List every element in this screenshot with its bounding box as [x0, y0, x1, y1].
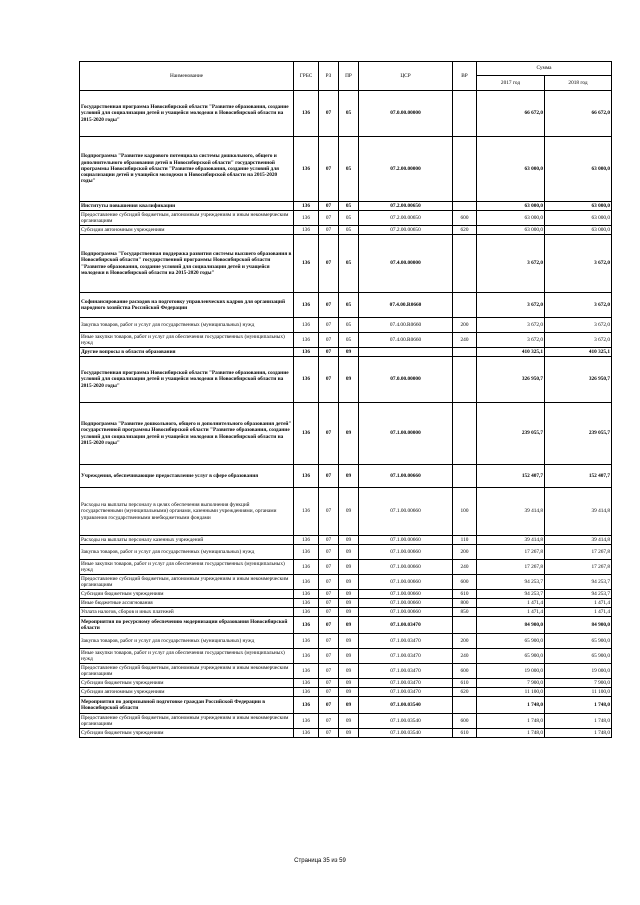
- cell-grbs: 136: [294, 729, 319, 738]
- table-row: [80, 599, 612, 608]
- table-row: [80, 202, 612, 211]
- cell-name: Подпрограмма "Развитие дошкольного, общего и дополнительного образования детей" государственной программы Новосибирской области "Развитие образования, создание условий для социализации детей и учащейся молодежи в Новосибирской области на 2015-2020 годы": [80, 403, 294, 465]
- cell-grbs: 136: [294, 599, 319, 608]
- cell-rz: 07: [319, 599, 339, 608]
- cell-csr: 07.1.00.03470: [359, 664, 453, 679]
- cell-csr: 07.1.00.00660: [359, 608, 453, 617]
- cell-csr: 07.1.00.03470: [359, 688, 453, 697]
- cell-rz: 07: [319, 714, 339, 729]
- cell-vr: 610: [453, 679, 477, 688]
- cell-sum-2018: 39 414,8: [545, 536, 612, 545]
- cell-vr: [453, 91, 477, 137]
- cell-pr: 09: [339, 649, 359, 664]
- cell-grbs: 136: [294, 137, 319, 202]
- cell-pr: 09: [339, 348, 359, 357]
- cell-name: Субсидии бюджетным учреждениям: [80, 679, 294, 688]
- col-header-grbs: ГРБС: [294, 62, 319, 91]
- cell-csr: 07.2.00.00650: [359, 226, 453, 235]
- col-header-sum: Сумма: [477, 62, 612, 76]
- cell-vr: 100: [453, 488, 477, 536]
- cell-csr: 07.0.00.00000: [359, 91, 453, 137]
- cell-rz: 07: [319, 403, 339, 465]
- cell-sum-2018: 63 000,0: [545, 226, 612, 235]
- cell-rz: 07: [319, 348, 339, 357]
- cell-pr: 09: [339, 488, 359, 536]
- cell-pr: 09: [339, 679, 359, 688]
- cell-csr: [359, 348, 453, 357]
- cell-name: Расходы на выплаты персоналу в целях обеспечения выполнения функций государственными (муниципальными) органами, казенными учреждениями, органами управления государственными внебюджетными фондами: [80, 488, 294, 536]
- cell-pr: 05: [339, 318, 359, 333]
- cell-name: Субсидии автономным учреждениям: [80, 226, 294, 235]
- budget-table: [79, 61, 612, 738]
- col-header-csr: ЦСР: [359, 62, 453, 91]
- cell-csr: 07.1.00.00660: [359, 465, 453, 488]
- cell-vr: [453, 403, 477, 465]
- table-row: [80, 235, 612, 293]
- cell-vr: [453, 348, 477, 357]
- cell-sum-2018: 19 000,0: [545, 664, 612, 679]
- cell-pr: 09: [339, 465, 359, 488]
- table-row: [80, 608, 612, 617]
- cell-vr: 620: [453, 226, 477, 235]
- cell-rz: 07: [319, 688, 339, 697]
- cell-rz: 07: [319, 488, 339, 536]
- cell-sum-2017: 65 900,0: [477, 649, 545, 664]
- table-row: [80, 560, 612, 575]
- cell-vr: [453, 465, 477, 488]
- cell-grbs: 136: [294, 293, 319, 318]
- cell-pr: 05: [339, 333, 359, 348]
- budget-table-page: [79, 61, 611, 738]
- cell-pr: 09: [339, 590, 359, 599]
- cell-sum-2018: 63 000,0: [545, 202, 612, 211]
- cell-sum-2018: 3 672,0: [545, 235, 612, 293]
- cell-pr: 09: [339, 714, 359, 729]
- cell-rz: 07: [319, 590, 339, 599]
- cell-sum-2017: 1 748,0: [477, 729, 545, 738]
- cell-name: Уплата налогов, сборов и иных платежей: [80, 608, 294, 617]
- table-row: [80, 137, 612, 202]
- cell-sum-2018: 239 055,7: [545, 403, 612, 465]
- cell-rz: 07: [319, 617, 339, 634]
- col-header-2017: 2017 год: [477, 76, 545, 91]
- cell-vr: 620: [453, 688, 477, 697]
- cell-sum-2018: 39 414,8: [545, 488, 612, 536]
- cell-csr: 07.1.00.00660: [359, 536, 453, 545]
- table-row: [80, 545, 612, 560]
- cell-rz: 07: [319, 697, 339, 714]
- cell-rz: 07: [319, 465, 339, 488]
- cell-name: Институты повышения квалификации: [80, 202, 294, 211]
- cell-grbs: 136: [294, 318, 319, 333]
- cell-rz: 07: [319, 560, 339, 575]
- cell-sum-2018: 66 672,0: [545, 91, 612, 137]
- cell-csr: 07.2.00.00650: [359, 211, 453, 226]
- cell-pr: 05: [339, 211, 359, 226]
- cell-pr: 09: [339, 617, 359, 634]
- cell-pr: 09: [339, 545, 359, 560]
- cell-sum-2017: 17 267,8: [477, 560, 545, 575]
- cell-csr: 07.1.00.00660: [359, 575, 453, 590]
- cell-vr: [453, 293, 477, 318]
- cell-vr: 110: [453, 536, 477, 545]
- cell-sum-2017: 94 253,7: [477, 575, 545, 590]
- cell-vr: 600: [453, 211, 477, 226]
- cell-name: Иные бюджетные ассигнования: [80, 599, 294, 608]
- cell-sum-2017: 65 900,0: [477, 634, 545, 649]
- cell-vr: [453, 137, 477, 202]
- table-row: [80, 664, 612, 679]
- cell-name: Государственная программа Новосибирской области "Развитие образования, создание условий для социализации детей и учащейся молодежи в Новосибирской области на 2015-2020 годы": [80, 91, 294, 137]
- cell-sum-2018: 1 748,0: [545, 697, 612, 714]
- cell-sum-2017: 63 000,0: [477, 226, 545, 235]
- col-header-vr: ВР: [453, 62, 477, 91]
- cell-csr: 07.4.00.R0660: [359, 318, 453, 333]
- cell-sum-2017: 39 414,8: [477, 488, 545, 536]
- cell-name: Иные закупки товаров, работ и услуг для обеспечения государственных (муниципальных) нужд: [80, 333, 294, 348]
- cell-sum-2018: 3 672,0: [545, 333, 612, 348]
- cell-vr: [453, 697, 477, 714]
- cell-vr: 600: [453, 575, 477, 590]
- cell-sum-2017: 11 100,0: [477, 688, 545, 697]
- cell-rz: 07: [319, 91, 339, 137]
- cell-name: Софинансирование расходов на подготовку управленческих кадров для организаций народного хозяйства Российской Федерации: [80, 293, 294, 318]
- cell-pr: 05: [339, 226, 359, 235]
- cell-pr: 09: [339, 599, 359, 608]
- cell-grbs: 136: [294, 91, 319, 137]
- cell-csr: 07.1.00.03470: [359, 617, 453, 634]
- cell-sum-2018: 152 407,7: [545, 465, 612, 488]
- cell-name: Предоставление субсидий бюджетным, автономным учреждениям и иным некоммерческим организациям: [80, 575, 294, 590]
- cell-pr: 05: [339, 202, 359, 211]
- cell-grbs: 136: [294, 348, 319, 357]
- cell-sum-2018: 17 267,8: [545, 560, 612, 575]
- cell-csr: 07.1.00.00000: [359, 403, 453, 465]
- cell-sum-2018: 63 000,0: [545, 211, 612, 226]
- cell-grbs: 136: [294, 536, 319, 545]
- cell-sum-2017: 63 000,0: [477, 137, 545, 202]
- cell-sum-2018: 1 471,4: [545, 608, 612, 617]
- table-row: [80, 226, 612, 235]
- cell-csr: 07.1.00.03540: [359, 714, 453, 729]
- cell-sum-2017: 239 055,7: [477, 403, 545, 465]
- cell-csr: 07.1.00.03540: [359, 697, 453, 714]
- cell-pr: 09: [339, 634, 359, 649]
- cell-rz: 07: [319, 293, 339, 318]
- cell-pr: 05: [339, 293, 359, 318]
- cell-grbs: 136: [294, 714, 319, 729]
- cell-sum-2018: 65 900,0: [545, 634, 612, 649]
- cell-sum-2017: 152 407,7: [477, 465, 545, 488]
- cell-sum-2018: 1 748,0: [545, 729, 612, 738]
- cell-rz: 07: [319, 202, 339, 211]
- cell-grbs: 136: [294, 488, 319, 536]
- cell-vr: [453, 202, 477, 211]
- cell-name: Предоставление субсидий бюджетным, автономным учреждениям и иным некоммерческим организациям: [80, 664, 294, 679]
- cell-pr: 09: [339, 403, 359, 465]
- cell-name: Учреждения, обеспечивающие предоставление услуг в сфере образования: [80, 465, 294, 488]
- cell-sum-2018: 3 672,0: [545, 318, 612, 333]
- cell-rz: 07: [319, 575, 339, 590]
- cell-name: Закупка товаров, работ и услуг для государственных (муниципальных) нужд: [80, 634, 294, 649]
- cell-grbs: 136: [294, 465, 319, 488]
- cell-vr: 240: [453, 333, 477, 348]
- table-row: [80, 318, 612, 333]
- cell-vr: [453, 357, 477, 403]
- cell-pr: 09: [339, 536, 359, 545]
- cell-pr: 05: [339, 137, 359, 202]
- cell-name: Предоставление субсидий бюджетным, автономным учреждениям и иным некоммерческим организациям: [80, 211, 294, 226]
- cell-grbs: 136: [294, 664, 319, 679]
- cell-sum-2017: 66 672,0: [477, 91, 545, 137]
- cell-sum-2018: 11 100,0: [545, 688, 612, 697]
- cell-grbs: 136: [294, 333, 319, 348]
- cell-name: Иные закупки товаров, работ и услуг для обеспечения государственных (муниципальных) нужд: [80, 560, 294, 575]
- cell-sum-2017: 84 900,0: [477, 617, 545, 634]
- table-row: [80, 293, 612, 318]
- cell-name: Закупка товаров, работ и услуг для государственных (муниципальных) нужд: [80, 318, 294, 333]
- cell-sum-2018: 326 950,7: [545, 357, 612, 403]
- cell-csr: 07.4.00.R0660: [359, 333, 453, 348]
- col-header-pr: ПР: [339, 62, 359, 91]
- cell-name: Иные закупки товаров, работ и услуг для обеспечения государственных (муниципальных) нужд: [80, 649, 294, 664]
- cell-pr: 09: [339, 357, 359, 403]
- cell-name: Мероприятия по допризывной подготовке граждан Российской Федерации в Новосибирской области: [80, 697, 294, 714]
- cell-name: Другие вопросы в области образования: [80, 348, 294, 357]
- cell-rz: 07: [319, 211, 339, 226]
- table-row: [80, 649, 612, 664]
- table-row: [80, 357, 612, 403]
- cell-sum-2017: 63 000,0: [477, 202, 545, 211]
- cell-csr: 07.1.00.03470: [359, 649, 453, 664]
- cell-sum-2017: 410 325,1: [477, 348, 545, 357]
- cell-sum-2017: 94 253,7: [477, 590, 545, 599]
- cell-pr: 05: [339, 91, 359, 137]
- cell-name: Подпрограмма "Государственная поддержка развития системы высшего образования в Новосибирской области" государственной программы Новосибирской области "Развитие образования, создание условий для социализации детей и учащейся молодежи в Новосибирской области на 2015-2020 годы": [80, 235, 294, 293]
- cell-sum-2017: 3 672,0: [477, 293, 545, 318]
- cell-sum-2018: 94 253,7: [545, 575, 612, 590]
- cell-grbs: 136: [294, 608, 319, 617]
- cell-sum-2018: 94 253,7: [545, 590, 612, 599]
- cell-vr: 200: [453, 318, 477, 333]
- cell-rz: 07: [319, 634, 339, 649]
- cell-sum-2018: 1 748,0: [545, 714, 612, 729]
- cell-grbs: 136: [294, 634, 319, 649]
- cell-name: Подпрограмма "Развитие кадрового потенциала системы дошкольного, общего и дополнительного образования детей в Новосибирской области" государственной программы Новосибирской области "Развитие образования, создание условий для социализации детей и учащейся молодежи в Новосибирской области на 2015-2020 годы": [80, 137, 294, 202]
- cell-pr: 09: [339, 697, 359, 714]
- cell-rz: 07: [319, 137, 339, 202]
- cell-grbs: 136: [294, 545, 319, 560]
- cell-rz: 07: [319, 226, 339, 235]
- cell-rz: 07: [319, 664, 339, 679]
- cell-grbs: 136: [294, 688, 319, 697]
- cell-sum-2018: 84 900,0: [545, 617, 612, 634]
- cell-vr: 850: [453, 608, 477, 617]
- cell-vr: [453, 235, 477, 293]
- cell-sum-2017: 3 672,0: [477, 235, 545, 293]
- table-row: [80, 590, 612, 599]
- table-row: [80, 575, 612, 590]
- cell-csr: 07.1.00.00660: [359, 488, 453, 536]
- cell-rz: 07: [319, 318, 339, 333]
- cell-rz: 07: [319, 333, 339, 348]
- col-header-rz: РЗ: [319, 62, 339, 91]
- cell-grbs: 136: [294, 357, 319, 403]
- cell-vr: 600: [453, 714, 477, 729]
- table-row: [80, 697, 612, 714]
- cell-rz: 07: [319, 357, 339, 403]
- cell-sum-2017: 63 000,0: [477, 211, 545, 226]
- cell-name: Субсидии автономным учреждениям: [80, 688, 294, 697]
- table-row: [80, 348, 612, 357]
- cell-rz: 07: [319, 729, 339, 738]
- cell-grbs: 136: [294, 649, 319, 664]
- cell-sum-2017: 3 672,0: [477, 318, 545, 333]
- cell-name: Предоставление субсидий бюджетным, автономным учреждениям и иным некоммерческим организациям: [80, 714, 294, 729]
- cell-csr: 07.2.00.00000: [359, 137, 453, 202]
- table-row: [80, 403, 612, 465]
- cell-sum-2017: 1 748,0: [477, 714, 545, 729]
- cell-rz: 07: [319, 608, 339, 617]
- cell-vr: [453, 617, 477, 634]
- cell-vr: 240: [453, 560, 477, 575]
- cell-pr: 09: [339, 688, 359, 697]
- cell-sum-2017: 1 748,0: [477, 697, 545, 714]
- table-row: [80, 91, 612, 137]
- cell-csr: 07.0.00.00000: [359, 357, 453, 403]
- cell-name: Расходы на выплаты персоналу казенных учреждений: [80, 536, 294, 545]
- cell-sum-2017: 326 950,7: [477, 357, 545, 403]
- cell-sum-2017: 1 471,4: [477, 599, 545, 608]
- table-row: [80, 465, 612, 488]
- table-row: [80, 488, 612, 536]
- cell-grbs: 136: [294, 575, 319, 590]
- page-footer: Страница 35 из 59: [294, 858, 346, 864]
- cell-pr: 09: [339, 560, 359, 575]
- cell-name: Закупка товаров, работ и услуг для государственных (муниципальных) нужд: [80, 545, 294, 560]
- cell-sum-2017: 39 414,8: [477, 536, 545, 545]
- cell-csr: 07.1.00.00660: [359, 590, 453, 599]
- cell-grbs: 136: [294, 697, 319, 714]
- cell-csr: 07.4.00.00000: [359, 235, 453, 293]
- cell-sum-2018: 17 267,8: [545, 545, 612, 560]
- col-header-name: Наименование: [80, 62, 294, 91]
- cell-csr: 07.1.00.03470: [359, 634, 453, 649]
- cell-csr: 07.4.00.R0660: [359, 293, 453, 318]
- cell-pr: 09: [339, 608, 359, 617]
- cell-csr: 07.2.00.00650: [359, 202, 453, 211]
- cell-rz: 07: [319, 649, 339, 664]
- cell-grbs: 136: [294, 235, 319, 293]
- cell-rz: 07: [319, 545, 339, 560]
- cell-pr: 09: [339, 729, 359, 738]
- cell-csr: 07.1.00.00660: [359, 545, 453, 560]
- cell-sum-2018: 410 325,1: [545, 348, 612, 357]
- cell-csr: 07.1.00.03540: [359, 729, 453, 738]
- cell-name: Субсидии бюджетным учреждениям: [80, 729, 294, 738]
- cell-sum-2018: 3 672,0: [545, 293, 612, 318]
- cell-grbs: 136: [294, 617, 319, 634]
- cell-rz: 07: [319, 679, 339, 688]
- cell-vr: 610: [453, 729, 477, 738]
- cell-pr: 09: [339, 664, 359, 679]
- cell-name: Государственная программа Новосибирской области "Развитие образования, создание условий для социализации детей и учащейся молодежи в Новосибирской области на 2015-2020 годы": [80, 357, 294, 403]
- cell-name: Субсидии бюджетным учреждениям: [80, 590, 294, 599]
- table-row: [80, 688, 612, 697]
- cell-rz: 07: [319, 235, 339, 293]
- cell-pr: 09: [339, 575, 359, 590]
- cell-vr: 600: [453, 664, 477, 679]
- cell-grbs: 136: [294, 211, 319, 226]
- col-header-2018: 2018 год: [545, 76, 612, 91]
- cell-csr: 07.1.00.03470: [359, 679, 453, 688]
- table-row: [80, 333, 612, 348]
- cell-sum-2018: 1 471,4: [545, 599, 612, 608]
- table-row: [80, 617, 612, 634]
- cell-sum-2017: 7 900,0: [477, 679, 545, 688]
- cell-vr: 800: [453, 599, 477, 608]
- cell-sum-2018: 65 900,0: [545, 649, 612, 664]
- table-row: [80, 729, 612, 738]
- cell-sum-2018: 7 900,0: [545, 679, 612, 688]
- cell-vr: 610: [453, 590, 477, 599]
- cell-grbs: 136: [294, 679, 319, 688]
- cell-vr: 240: [453, 649, 477, 664]
- cell-sum-2017: 17 267,8: [477, 545, 545, 560]
- cell-name: Мероприятия по ресурсному обеспечению модернизации образования Новосибирской области: [80, 617, 294, 634]
- cell-csr: 07.1.00.00660: [359, 599, 453, 608]
- cell-sum-2017: 1 471,4: [477, 608, 545, 617]
- cell-grbs: 136: [294, 560, 319, 575]
- cell-grbs: 136: [294, 590, 319, 599]
- table-row: [80, 679, 612, 688]
- cell-vr: 200: [453, 545, 477, 560]
- cell-vr: 200: [453, 634, 477, 649]
- cell-grbs: 136: [294, 202, 319, 211]
- cell-pr: 05: [339, 235, 359, 293]
- cell-sum-2017: 3 672,0: [477, 333, 545, 348]
- cell-grbs: 136: [294, 226, 319, 235]
- cell-sum-2017: 19 000,0: [477, 664, 545, 679]
- cell-grbs: 136: [294, 403, 319, 465]
- cell-sum-2018: 63 000,0: [545, 137, 612, 202]
- cell-rz: 07: [319, 536, 339, 545]
- table-row: [80, 714, 612, 729]
- table-row: [80, 211, 612, 226]
- table-row: [80, 536, 612, 545]
- cell-csr: 07.1.00.00660: [359, 560, 453, 575]
- table-row: [80, 634, 612, 649]
